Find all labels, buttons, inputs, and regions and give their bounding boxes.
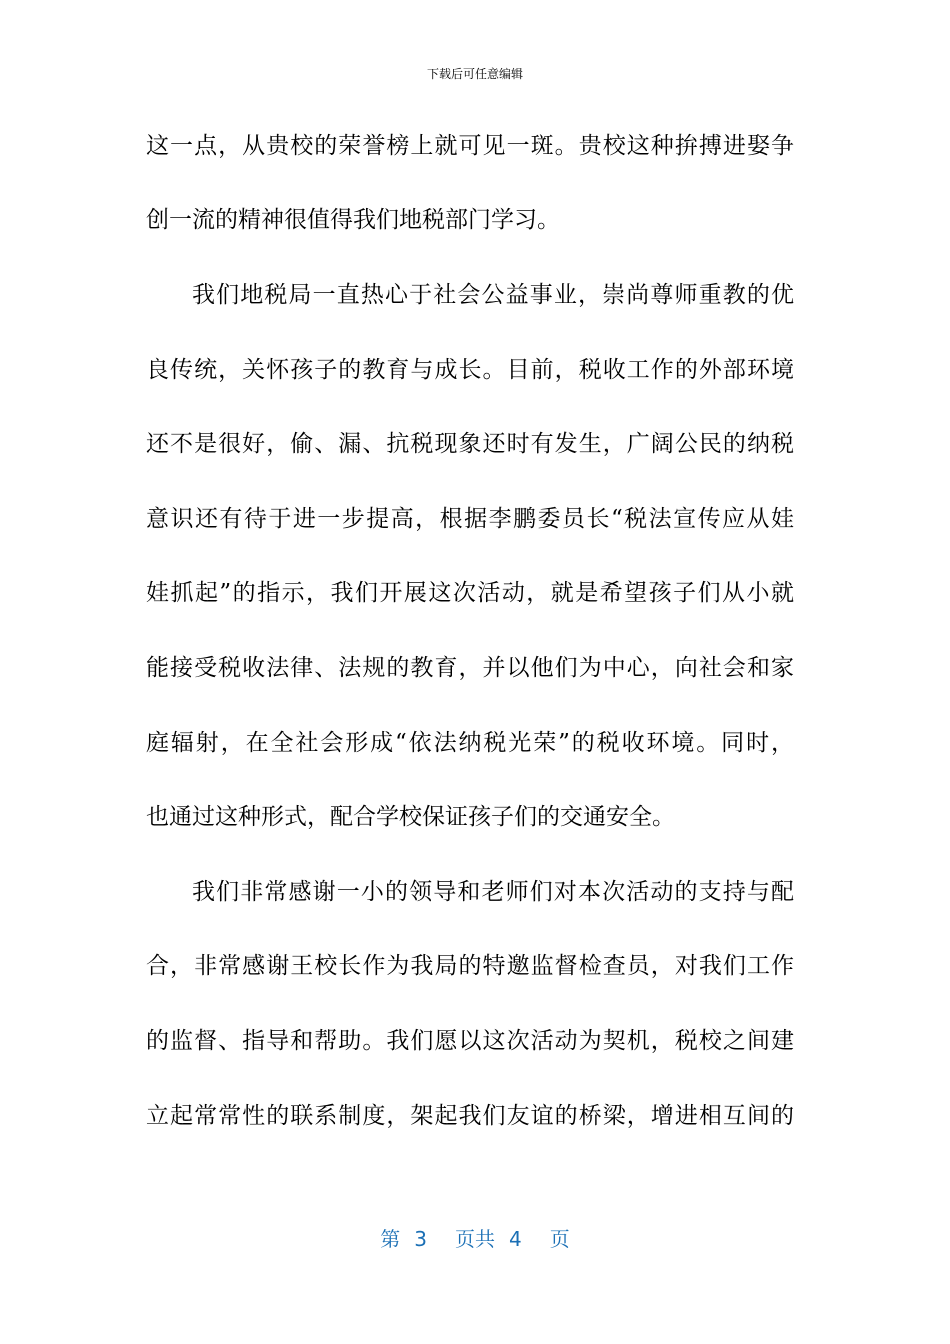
text-line: 创一流的精神很值得我们地税部门学习。	[146, 207, 560, 233]
footer-middle: 页共	[455, 1227, 495, 1251]
text-line: 的监督、指导和帮助。我们愿以这次活动为契机，税校之间建	[146, 1028, 794, 1054]
total-pages-number: 4	[509, 1227, 522, 1251]
text-line: 我们非常感谢一小的领导和老师们对本次活动的支持与配	[192, 879, 794, 905]
text-line: 还不是很好，偷、漏、抗税现象还时有发生，广阔公民的纳税	[146, 431, 794, 457]
text-line: 立起常常性的联系制度，架起我们友谊的桥梁，增进相互间的	[146, 1103, 794, 1129]
text-line: 意识还有待于进一步提高，根据李鹏委员长“税法宣传应从娃	[146, 506, 794, 532]
text-line: 我们地税局一直热心于社会公益事业，崇尚尊师重教的优	[192, 282, 794, 308]
text-line: 良传统，关怀孩子的教育与成长。目前，税收工作的外部环境	[146, 357, 794, 383]
text-line: 庭辐射，在全社会形成“依法纳税光荣”的税收环境。同时，	[146, 730, 794, 756]
text-line: 也通过这种形式，配合学校保证孩子们的交通安全。	[146, 804, 675, 830]
page-footer	[0, 1226, 950, 1252]
footer-suffix: 页	[549, 1227, 570, 1251]
text-line: 能接受税收法律、法规的教育，并以他们为中心，向社会和家	[146, 655, 794, 681]
text-line: 这一点，从贵校的荣誉榜上就可见一斑。贵校这种拚搏进娶争	[146, 133, 794, 159]
text-line: 娃抓起”的指示，我们开展这次活动，就是希望孩子们从小就	[146, 580, 794, 606]
page-header: 下载后可任意编辑	[426, 67, 523, 81]
current-page-number: 3	[414, 1227, 427, 1251]
text-line: 合，非常感谢王校长作为我局的特邀监督检查员，对我们工作	[146, 953, 794, 979]
footer-prefix: 第	[380, 1227, 401, 1251]
